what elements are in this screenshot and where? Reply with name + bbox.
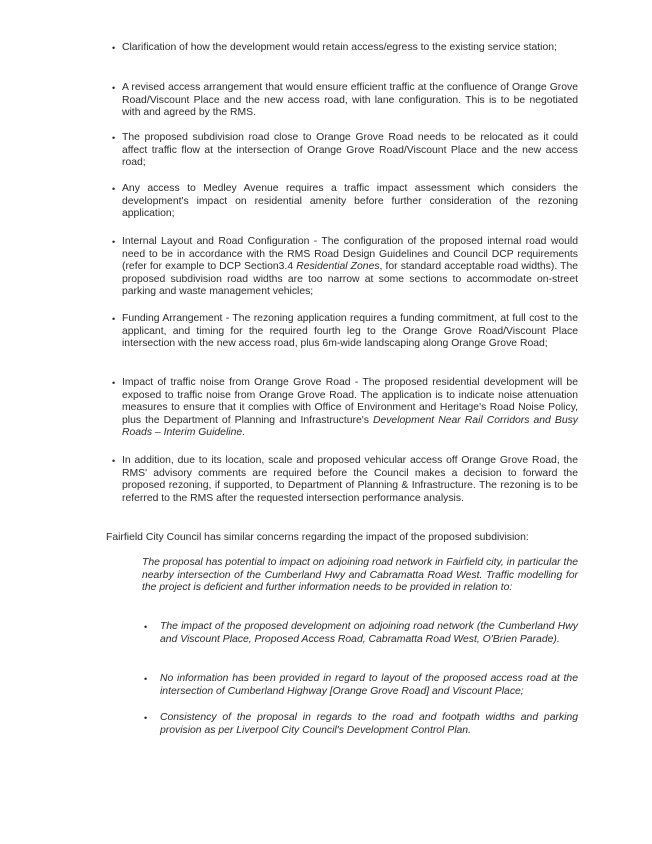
bullet-icon: • xyxy=(112,43,116,53)
bullet-text: A revised access arrangement that would ensure efficient traffic at the confluence of Orange Grove Road/Viscount Place and the new access road, with lane configuration. This is to be negotiated with and agreed by the RMS. xyxy=(122,82,578,119)
bullet-icon: • xyxy=(112,237,116,247)
bullet-icon: • xyxy=(144,713,148,723)
list-item xyxy=(112,313,578,351)
bullet-text: Any access to Medley Avenue requires a traffic impact assessment which considers the development's impact on residential amenity before further consideration of the rezoning application; xyxy=(122,183,578,220)
fairfield-intro: Fairfield City Council has similar concerns regarding the impact of the proposed subdivision: xyxy=(106,532,529,543)
list-item xyxy=(112,132,578,170)
quote-bullet-text: Consistency of the proposal in regards to the road and footpath widths and parking provision as per Liverpool City Council's Development Control Plan. xyxy=(160,712,578,736)
quote-paragraph: The proposal has potential to impact on adjoining road network in Fairfield city, in particular the nearby intersection of the Cumberland Hwy and Cabramatta Road West. Traffic modelling for the project is deficient and further information needs to be provided in relation to: xyxy=(142,557,578,594)
bullet-icon: • xyxy=(144,622,148,632)
quote-list-item xyxy=(144,712,578,737)
bullet-icon: • xyxy=(112,83,116,93)
list-item xyxy=(112,455,578,505)
bullet-text: Impact of traffic noise from Orange Grove Road - The proposed residential development will be exposed to traffic noise from Orange Grove Road. The application is to indicate noise attenuation measures to ensure that it complies with Office of Environment and Heritage's Road Noise Policy, plus the Department of Planning and Infrastructure's Development Near Rail Corridors and Busy Roads – Interim Guideline. xyxy=(122,377,578,439)
list-item xyxy=(112,82,578,120)
bullet-text: Internal Layout and Road Configuration - The configuration of the proposed internal road would need to be in accordance with the RMS Road Design Guidelines and Council DCP requirements (refer for example to DCP Section3.4 Residential Zones, for standard acceptable road widths). The proposed subdivision road widths are too narrow at some sections to accommodate on-street parking and waste management vehicles; xyxy=(122,236,578,298)
list-item xyxy=(112,42,578,55)
bullet-icon: • xyxy=(112,314,116,324)
quote-bullet-text: The impact of the proposed development on adjoining road network (the Cumberland Hwy and Viscount Place, Proposed Access Road, Cabramatta Road West, O'Brien Parade). xyxy=(160,621,578,645)
quote-bullet-text: No information has been provided in regard to layout of the proposed access road at the intersection of Cumberland Highway [Orange Grove Road] and Viscount Place; xyxy=(160,673,578,697)
bullet-icon: • xyxy=(112,378,116,388)
bullet-text: The proposed subdivision road close to Orange Grove Road needs to be relocated as it could affect traffic flow at the intersection of Orange Grove Road/Viscount Place and the new access road; xyxy=(122,132,578,169)
list-item xyxy=(112,377,578,440)
bullet-icon: • xyxy=(144,674,148,684)
bullet-icon: • xyxy=(112,184,116,194)
bullet-icon: • xyxy=(112,133,116,143)
quote-list-item xyxy=(144,673,578,698)
list-item xyxy=(112,183,578,221)
bullet-text: In addition, due to its location, scale and proposed vehicular access off Orange Grove Road, the RMS' advisory comments are required before the Council makes a decision to forward the proposed rezoning, if supported, to Department of Planning & Infrastructure. The rezoning is to be referred to the RMS after the requested intersection performance analysis. xyxy=(122,455,578,504)
bullet-icon: • xyxy=(112,456,116,466)
bullet-text: Clarification of how the development would retain access/egress to the existing service station; xyxy=(122,42,557,53)
list-item xyxy=(112,236,578,299)
quote-list-item xyxy=(144,621,578,646)
bullet-text: Funding Arrangement - The rezoning application requires a funding commitment, at full cost to the applicant, and timing for the required fourth leg to the Orange Grove Road/Viscount Place intersection with the new access road, plus 6m-wide landscaping along Orange Grove Road; xyxy=(122,313,578,350)
